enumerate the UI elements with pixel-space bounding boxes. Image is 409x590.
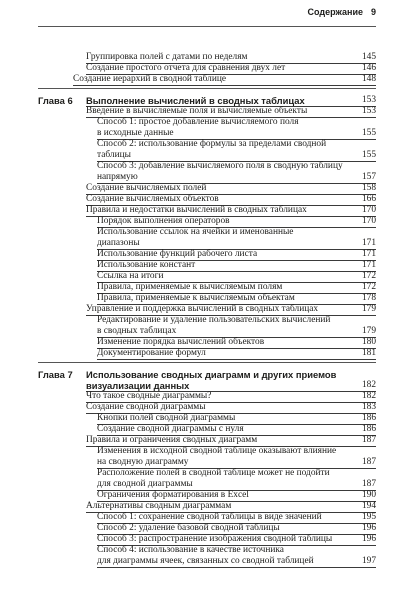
- running-head-section: Содержание: [307, 7, 363, 17]
- toc-entry: Редактирование и удаление пользовательских вычислений: [97, 315, 331, 325]
- toc-entry: таблицы 155: [97, 150, 376, 160]
- toc-entry: Альтернативы сводным диаграммам 194: [86, 501, 376, 511]
- toc-entry: Способ 2: использование формулы за пределами сводной: [97, 139, 327, 149]
- toc-entry: в сводных таблицах 179: [97, 326, 376, 336]
- toc-entry: Что такое сводные диаграммы? 182: [86, 391, 376, 401]
- toc-entry: Ссылка на итоги 172: [97, 271, 376, 281]
- toc-entry: Способ 1: простое добавление вычисляемого поля: [97, 117, 299, 127]
- toc-entry: Изменения в исходной сводной таблице оказывают влияние: [97, 446, 337, 456]
- toc-entry: Ограничения форматирования в Excel 190: [97, 490, 376, 500]
- toc-entry: Документирование формул 181: [97, 348, 376, 358]
- running-head-page-number: 9: [370, 7, 376, 17]
- toc-entry: Создание вычисляемых полей 158: [86, 183, 376, 193]
- chapter-separator-rule: [38, 88, 376, 89]
- toc-entry: Способ 4: использование в качестве источника: [97, 545, 284, 555]
- toc-entry: Введение в вычисляемые поля и вычисляемые объекты 153: [86, 106, 376, 116]
- toc-entry: Создание иерархий в сводной таблице 148: [73, 74, 376, 84]
- chapter-title-continued: визуализации данных: [86, 380, 190, 391]
- toc-entry: для диаграммы ячеек, связанных со сводной таблицей 197: [97, 556, 376, 566]
- chapter-title-line: [86, 95, 376, 106]
- chapter-label: Глава 7: [38, 369, 73, 380]
- toc-entry: напрямую 157: [97, 172, 376, 182]
- toc-entry: Использование функций рабочего листа 171: [97, 249, 376, 259]
- header-rule: [38, 26, 376, 27]
- toc-entry: Способ 1: сохранение сводной таблицы в виде значений 195: [97, 512, 376, 522]
- toc-entry: Создание простого отчета для сравнения двух лет 146: [86, 63, 376, 73]
- toc-entry: Использование констант 171: [97, 260, 376, 270]
- toc-entry: Правила, применяемые к вычисляемым объектам 178: [97, 293, 376, 303]
- toc-entry: Способ 3: распространение изображения сводной таблицы 196: [97, 534, 376, 544]
- toc-entry: Создание сводной диаграммы 183: [86, 402, 376, 412]
- toc-entry: Создание сводной диаграммы с нуля 186: [97, 424, 376, 434]
- toc-entry: Способ 2: удаление базовой сводной таблицы 196: [97, 523, 376, 533]
- chapter-title-line: [86, 380, 376, 391]
- toc-entry: Использование ссылок на ячейки и именованные: [97, 227, 294, 237]
- toc-entry: для сводной диаграммы 187: [97, 479, 376, 489]
- toc-entry: Расположение полей в сводной таблице может не подойти: [97, 468, 330, 478]
- toc-entry: в исходные данные 155: [97, 128, 376, 138]
- toc-entry: Правила, применяемые к вычисляемым полям 172: [97, 282, 376, 292]
- toc-entry: Изменение порядка вычислений объектов 180: [97, 337, 376, 347]
- chapter-separator-rule: [38, 362, 376, 363]
- chapter-page: 182: [361, 380, 376, 390]
- toc-entry: Кнопки полей сводной диаграммы 186: [97, 413, 376, 423]
- toc-entry: Правила и недостатки вычислений в сводных таблицах 170: [86, 205, 376, 215]
- toc-entry: Правила и ограничения сводных диаграмм 187: [86, 435, 376, 445]
- toc-entry: Порядок выполнения операторов 170: [97, 216, 376, 226]
- toc-entry: на сводную диаграмму 187: [97, 457, 376, 467]
- running-head: [308, 7, 376, 17]
- toc-entry: Создание вычисляемых объектов 166: [86, 194, 376, 204]
- chapter-title: Использование сводных диаграмм и других приемов: [86, 369, 337, 380]
- chapter-page: 153: [361, 95, 376, 105]
- toc-entry: Группировка полей с датами по неделям 145: [86, 52, 376, 62]
- toc-entry: Способ 3: добавление вычисляемого поля в сводную таблицу: [97, 161, 343, 171]
- toc-entry: Управление и поддержка вычислений в сводных таблицах 179: [86, 304, 376, 314]
- chapter-title: Выполнение вычислений в сводных таблицах: [86, 95, 305, 106]
- toc-entry: диапазоны 171: [97, 238, 376, 248]
- chapter-label: Глава 6: [38, 95, 73, 106]
